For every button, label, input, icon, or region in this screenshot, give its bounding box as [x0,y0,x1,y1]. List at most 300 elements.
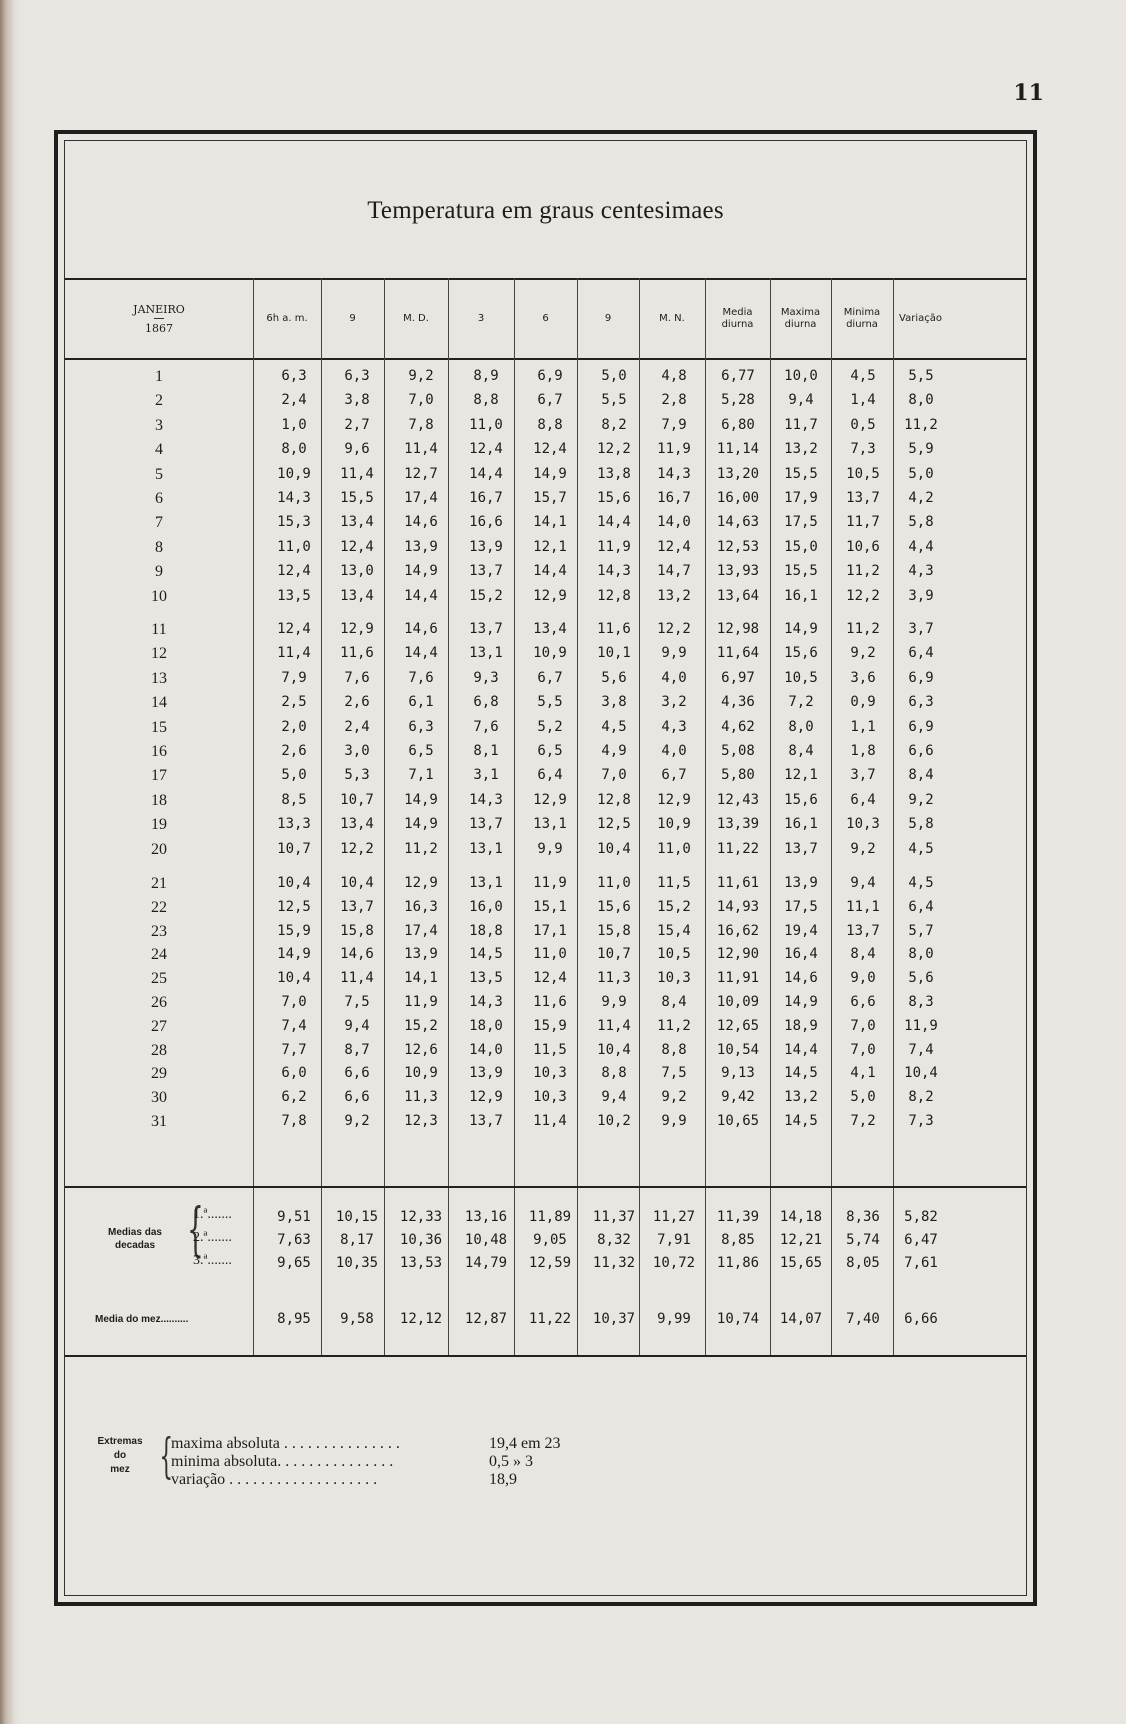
table-cell: 7,4 [281,1017,307,1034]
day-number: 3 [155,416,163,434]
table-cell: 11,64 [716,645,760,662]
table-cell: 14,1 [533,514,567,531]
table-cell: 12,98 [716,621,760,637]
header-col-label: 6 [542,313,549,324]
table-cell: 14,6 [404,514,438,531]
extremas-item-label: variação . . . . . . . . . . . . . . . . . . . [171,1471,378,1488]
table-cell: 10,7 [597,946,631,963]
table-cell: 11,14 [716,441,760,458]
decade-label: 2.ª....... [193,1230,232,1245]
table-cell: 9,9 [601,994,627,1010]
table-cell: 4,2 [908,490,934,506]
table-cell: 5,9 [908,441,934,458]
decade-cell: 11,86 [716,1255,760,1271]
table-cell: 4,5 [908,875,934,891]
table-cell: 14,5 [784,1113,818,1129]
decade-cell: 10,72 [652,1255,696,1271]
table-cell: 7,6 [344,669,370,686]
table-cell: 2,6 [344,694,370,711]
table-cell: 8,4 [850,946,876,963]
header-col-label: M. N. [659,313,685,324]
extremas-item-value: 18,9 [489,1471,517,1488]
table-cell: 4,5 [601,718,627,735]
table-bottom-rule [65,1355,1026,1357]
table-cell: 10,4 [904,1065,938,1082]
day-number: 2 [155,392,163,410]
table-cell: 15,6 [784,645,818,662]
table-cell: 7,6 [473,718,499,735]
table-cell: 14,5 [784,1065,818,1082]
table-cell: 12,7 [404,465,438,482]
table-cell: 14,1 [404,970,438,987]
table-row [65,437,1026,462]
table-cell: 11,4 [533,1113,567,1129]
table-cell: 13,2 [784,1089,818,1106]
table-cell: 14,4 [533,563,567,580]
table-cell: 14,4 [404,645,438,662]
table-cell: 5,0 [601,368,627,384]
table-cell: 14,3 [597,563,631,580]
table-cell: 14,6 [404,621,438,637]
decade-cell: 12,21 [779,1232,823,1248]
table-cell: 10,09 [716,994,760,1010]
table-cell: 12,9 [533,587,567,604]
table-cell: 14,9 [404,816,438,833]
table-cell: 12,43 [716,791,760,808]
decade-cell: 7,63 [277,1232,311,1248]
decade-cell: 10,36 [399,1232,443,1248]
table-cell: 7,8 [408,416,434,433]
table-cell: 13,9 [469,538,503,555]
decade-cell: 6,47 [904,1232,938,1248]
table-row [65,666,1026,691]
decade-cell: 8,32 [597,1232,631,1248]
medias-label-line1: Medias das [108,1227,162,1238]
table-row [65,486,1026,511]
decade-cell: 12,33 [399,1209,443,1225]
table-cell: 13,64 [716,587,760,604]
table-cell: 8,8 [473,392,499,409]
table-cell: 7,3 [850,441,876,458]
table-cell: 12,2 [846,587,880,604]
table-cell: 5,5 [537,694,563,711]
table-cell: 14,3 [277,490,311,506]
table-cell: 14,9 [784,994,818,1010]
table-cell: 5,80 [721,767,755,784]
day-number: 23 [151,922,167,940]
day-number: 30 [151,1089,167,1107]
decade-cell: 11,37 [592,1209,636,1225]
table-cell: 6,4 [850,791,876,808]
table-cell: 3,7 [908,621,934,637]
table-cell: 10,3 [657,970,691,987]
table-cell: 5,08 [721,743,755,759]
table-row [65,966,1026,991]
header-col-label: Minima [843,307,881,318]
table-cell: 7,2 [788,694,814,711]
table-cell: 16,62 [716,922,760,939]
table-cell: 13,4 [340,816,374,833]
table-cell: 15,5 [784,563,818,580]
table-cell: 2,6 [281,743,307,759]
table-row [65,990,1026,1015]
table-cell: 11,22 [716,840,760,857]
table-row [65,617,1026,642]
table-cell: 8,0 [281,441,307,458]
table-cell: 8,2 [908,1089,934,1106]
table-cell: 13,7 [469,563,503,580]
table-cell: 9,3 [473,669,499,686]
table-cell: 12,9 [657,791,691,808]
table-cell: 12,9 [404,875,438,891]
table-cell: 4,5 [908,840,934,857]
table-cell: 8,0 [908,392,934,409]
day-number: 1 [155,368,163,385]
table-cell: 6,7 [661,767,687,784]
table-cell: 5,5 [908,368,934,384]
table-cell: 8,8 [661,1041,687,1058]
table-row [65,919,1026,944]
day-number: 25 [151,970,167,988]
table-cell: 13,20 [716,465,760,482]
table-cell: 11,6 [533,994,567,1010]
table-cell: 11,2 [904,416,938,433]
media-mez-cell: 6,66 [904,1311,938,1327]
table-cell: 6,9 [908,718,934,735]
table-cell: 13,1 [469,875,503,891]
table-cell: 10,65 [716,1113,760,1129]
table-cell: 10,5 [657,946,691,963]
table-cell: 9,42 [721,1089,755,1106]
day-number: 14 [151,694,167,712]
table-cell: 14,4 [469,465,503,482]
table-cell: 3,0 [344,743,370,759]
table-cell: 9,2 [408,368,434,384]
table-cell: 15,5 [340,490,374,506]
day-number: 28 [151,1041,167,1059]
table-cell: 5,28 [721,392,755,409]
table-cell: 11,91 [716,970,760,987]
table-cell: 12,90 [716,946,760,963]
table-row [65,1085,1026,1110]
table-row [65,535,1026,560]
table-cell: 12,1 [533,538,567,555]
extremas-item-value: 19,4 em 23 [489,1435,561,1452]
table-row [65,559,1026,584]
table-cell: 6,0 [281,1065,307,1082]
table-row [65,715,1026,740]
table-cell: 12,9 [533,791,567,808]
table-cell: 11,9 [904,1017,938,1034]
day-number: 31 [151,1113,167,1130]
table-cell: 13,9 [404,538,438,555]
day-number: 21 [151,875,167,892]
table-cell: 12,5 [277,898,311,915]
table-cell: 3,1 [473,767,499,784]
table-cell: 10,6 [846,538,880,555]
decade-cell: 5,74 [846,1232,880,1248]
table-cell: 9,4 [344,1017,370,1034]
day-number: 13 [151,669,167,687]
table-cell: 11,5 [533,1041,567,1058]
table-cell: 2,4 [281,392,307,409]
table-cell: 7,4 [908,1041,934,1058]
table-cell: 4,5 [850,368,876,384]
table-cell: 13,9 [404,946,438,963]
header-col-h6 [253,281,321,357]
day-number: 11 [151,621,167,638]
table-cell: 8,4 [788,743,814,759]
table-cell: 4,36 [721,694,755,711]
day-number: 26 [151,994,167,1011]
table-cell: 11,9 [404,994,438,1010]
header-month-cell [65,281,253,357]
table-cell: 12,3 [404,1113,438,1129]
table-cell: 10,4 [340,875,374,891]
day-number: 19 [151,816,167,834]
header-col-h9 [321,281,384,357]
header-col-label: Media [722,307,753,318]
table-cell: 14,4 [404,587,438,604]
table-cell: 11,1 [846,898,880,915]
table-cell: 14,6 [340,946,374,963]
table-cell: 11,2 [846,563,880,580]
table-cell: 13,9 [784,875,818,891]
media-mez-cell: 11,22 [528,1311,572,1327]
table-row [65,364,1026,389]
table-row [65,1038,1026,1063]
media-mez-cell: 7,40 [846,1311,880,1327]
day-number: 29 [151,1065,167,1083]
decade-cell: 9,51 [277,1209,311,1225]
table-cell: 11,2 [404,840,438,857]
header-col-h3 [448,281,514,357]
table-cell: 6,97 [721,669,755,686]
table-cell: 13,7 [469,621,503,637]
table-cell: 11,61 [716,875,760,891]
day-number: 10 [151,587,167,605]
table-cell: 13,7 [784,840,818,857]
extremas-label-line3: mez [110,1464,130,1475]
day-number: 12 [151,645,167,663]
table-cell: 4,1 [850,1065,876,1082]
table-cell: 4,4 [908,538,934,555]
table-cell: 12,2 [597,441,631,458]
header-col-minima [831,281,893,357]
table-cell: 5,8 [908,514,934,531]
day-number: 15 [151,718,167,736]
table-cell: 6,2 [281,1089,307,1106]
table-cell: 2,7 [344,416,370,433]
table-row [65,388,1026,413]
table-cell: 6,77 [721,368,755,384]
table-cell: 3,2 [661,694,687,711]
day-number: 16 [151,743,167,760]
table-cell: 16,7 [657,490,691,506]
table-cell: 13,1 [533,816,567,833]
table-cell: 12,4 [340,538,374,555]
extremas-label-line1: Extremas [97,1436,143,1447]
table-cell: 4,8 [661,368,687,384]
header-col-sublabel: diurna [784,319,817,330]
table-cell: 18,0 [469,1017,503,1034]
table-cell: 13,39 [716,816,760,833]
table-cell: 9,6 [344,441,370,458]
table-cell: 17,1 [533,922,567,939]
table-cell: 3,9 [908,587,934,604]
header-col-label: 9 [604,313,612,324]
table-cell: 9,4 [788,392,814,409]
table-cell: 6,9 [537,368,563,384]
table-cell: 13,7 [846,922,880,939]
table-cell: 12,5 [597,816,631,833]
header-col-label: Variação [899,313,942,324]
table-cell: 18,9 [784,1017,818,1034]
table-cell: 6,7 [537,392,563,409]
table-frame [54,130,1037,1606]
extremas-item-label: minima absoluta. . . . . . . . . . . . . . . [171,1453,394,1470]
table-row [65,942,1026,967]
table-cell: 10,5 [846,465,880,482]
decade-cell: 11,39 [716,1209,760,1225]
header-col-h6p [514,281,577,357]
day-number: 4 [155,441,163,459]
table-cell: 11,3 [404,1089,438,1106]
table-cell: 14,3 [657,465,691,482]
table-cell: 15,8 [340,922,374,939]
table-cell: 11,4 [340,465,374,482]
table-cell: 6,3 [408,718,434,735]
table-cell: 9,4 [601,1089,627,1106]
extremas-label-line2: do [113,1450,127,1461]
header-col-label: 3 [477,313,485,324]
table-cell: 8,9 [473,368,499,384]
table-cell: 13,4 [340,587,374,604]
table-cell: 6,6 [908,743,934,759]
table-row [65,763,1026,788]
decade-cell: 8,05 [846,1255,880,1271]
table-cell: 16,6 [469,514,503,531]
table-cell: 7,0 [281,994,307,1010]
table-cell: 9,2 [661,1089,687,1106]
table-cell: 7,9 [661,416,687,433]
table-cell: 11,4 [597,1017,631,1034]
table-cell: 10,54 [716,1041,760,1058]
table-cell: 10,9 [533,645,567,662]
table-cell: 11,0 [533,946,567,963]
table-cell: 11,0 [469,416,503,433]
table-cell: 11,9 [597,538,631,555]
table-cell: 14,63 [716,514,760,531]
table-cell: 13,2 [657,587,691,604]
media-mez-label: Media do mez.......... [95,1314,189,1325]
header-month: JANEIRO [133,302,185,316]
table-cell: 2,0 [281,718,307,735]
decade-cell: 8,85 [721,1232,755,1248]
decade-row [65,1251,1026,1276]
table-cell: 5,0 [281,767,307,784]
decade-row [65,1205,1026,1230]
table-cell: 6,3 [344,368,370,384]
table-cell: 1,4 [850,392,876,409]
table-cell: 9,0 [850,970,876,987]
table-cell: 10,1 [597,645,631,662]
day-number: 9 [155,563,163,581]
table-cell: 4,3 [908,563,934,580]
decade-cell: 14,18 [779,1209,823,1225]
day-number: 18 [151,791,167,809]
media-mez-cell: 12,12 [399,1311,443,1327]
table-cell: 8,8 [537,416,563,433]
table-cell: 11,2 [657,1017,691,1034]
table-row [65,895,1026,920]
medias-label-line2: decadas [114,1240,156,1251]
table-cell: 5,0 [908,465,934,482]
table-cell: 13,7 [469,816,503,833]
table-cell: 15,2 [469,587,503,604]
table-cell: 13,7 [469,1113,503,1129]
table-cell: 5,3 [344,767,370,784]
table-cell: 7,6 [408,669,434,686]
decade-cell: 15,65 [779,1255,823,1271]
table-cell: 6,80 [721,416,755,433]
table-cell: 10,9 [404,1065,438,1082]
table-cell: 14,9 [784,621,818,637]
header-col-sublabel: diurna [721,319,754,330]
table-cell: 13,1 [469,645,503,662]
media-mez-cell: 8,95 [277,1311,311,1327]
table-cell: 11,0 [277,538,311,555]
table-cell: 12,2 [340,840,374,857]
table-cell: 10,2 [597,1113,631,1129]
extremas-brace: { [159,1428,174,1484]
table-cell: 14,4 [597,514,631,531]
table-cell: 12,8 [597,587,631,604]
table-cell: 15,5 [784,465,818,482]
table-cell: 16,00 [716,490,760,506]
header-dash [154,318,164,319]
table-row [65,584,1026,609]
table-cell: 8,8 [601,1065,627,1082]
decade-label: 3.ª....... [193,1253,232,1268]
table-cell: 6,6 [850,994,876,1010]
header-col-media [705,281,770,357]
table-cell: 11,5 [657,875,691,891]
day-number: 22 [151,898,167,916]
table-cell: 2,5 [281,694,307,711]
header-col-maxima [770,281,831,357]
table-cell: 14,9 [533,465,567,482]
table-cell: 10,5 [784,669,818,686]
table-cell: 10,4 [597,840,631,857]
table-cell: 9,2 [344,1113,370,1129]
header-year: 1867 [145,321,173,335]
day-number: 8 [155,538,163,556]
table-cell: 11,7 [784,416,818,433]
media-mez-cell: 9,99 [657,1311,691,1327]
day-number: 5 [155,465,163,483]
table-cell: 11,0 [657,840,691,857]
table-cell: 8,0 [908,946,934,963]
table-cell: 12,53 [716,538,760,555]
table-cell: 7,5 [344,994,370,1010]
table-cell: 4,62 [721,718,755,735]
table-cell: 9,4 [850,875,876,891]
table-cell: 3,8 [601,694,627,711]
table-cell: 8,5 [281,791,307,808]
table-cell: 14,4 [784,1041,818,1058]
table-cell: 0,9 [850,694,876,711]
